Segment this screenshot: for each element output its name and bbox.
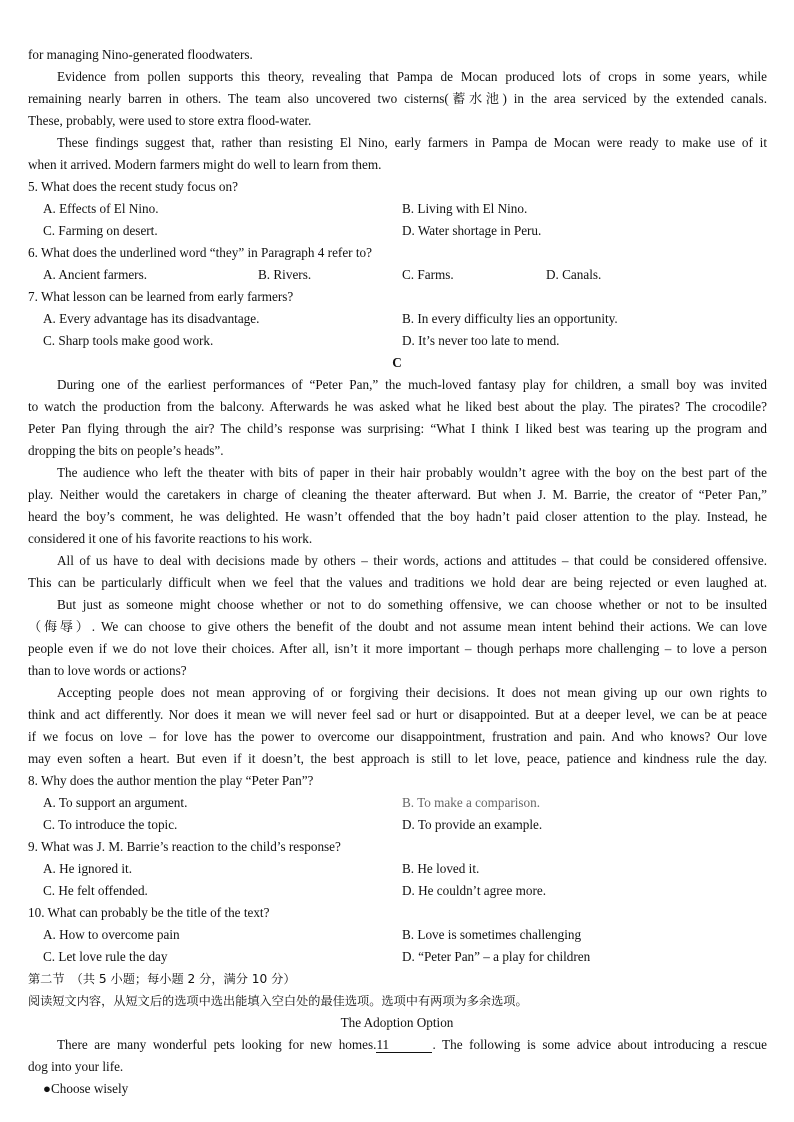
paragraph-text: . The following is some advice about introducing a rescue	[432, 1037, 767, 1052]
question-6-option-a[interactable]: A. Ancient farmers.	[43, 267, 147, 282]
passage-c-line: to watch the production from the balcony. Afterwards he was asked what he liked best about the play. The pirates? The crocodile?	[28, 399, 767, 414]
passage-c-line: think and act differently. Nor does it mean we will never feel sad or hurt or disappointed. But at a deeper level, we can be at peace	[28, 707, 767, 722]
question-6-option-d[interactable]: D. Canals.	[546, 267, 602, 282]
question-6-stem: 6. What does the underlined word “they” in Paragraph 4 refer to?	[28, 245, 372, 260]
question-10-option-a[interactable]: A. How to overcome pain	[43, 927, 180, 942]
question-9-stem: 9. What was J. M. Barrie’s reaction to the child’s response?	[28, 839, 341, 854]
question-9-option-a[interactable]: A. He ignored it.	[43, 861, 132, 876]
question-9-option-d[interactable]: D. He couldn’t agree more.	[402, 883, 547, 898]
question-7-option-a[interactable]: A. Every advantage has its disadvantage.	[43, 311, 260, 326]
question-10-option-c[interactable]: C. Let love rule the day	[43, 949, 168, 964]
question-10-option-b[interactable]: B. Love is sometimes challenging	[402, 927, 582, 942]
section-2-header: 第二节 （共 5 小题；每小题 2 分，满分 10 分）	[28, 972, 296, 986]
passage-c-line: people even if we do not love their choices. After all, isn’t it more important – though perhaps more challenging – to love a person	[28, 641, 767, 656]
blank-11[interactable]: 11	[376, 1038, 432, 1053]
passage-b-line: These, probably, were used to store extra flood-water.	[28, 113, 312, 128]
question-5-option-b[interactable]: B. Living with El Nino.	[402, 201, 528, 216]
passage-c-line: All of us have to deal with decisions made by others – their words, actions and attitudes – that could be considered offensive.	[57, 553, 767, 568]
passage-c-line: if we focus on love – for love has the power to overcome our disappointment, frustration and pain. And who knows? Our love	[28, 729, 767, 744]
question-7-option-d[interactable]: D. It’s never too late to mend.	[402, 333, 560, 348]
passage-c-line: During one of the earliest performances of “Peter Pan,” the much-loved fantasy play for children, a small boy was invited	[57, 377, 767, 392]
passage-c-line: considered it one of his favorite reactions to his work.	[28, 531, 313, 546]
question-8-option-d[interactable]: D. To provide an example.	[402, 817, 543, 832]
passage-b-line: when it arrived. Modern farmers might do well to learn from them.	[28, 157, 382, 172]
question-7-option-b[interactable]: B. In every difficulty lies an opportunity.	[402, 311, 618, 326]
passage-c-line: （侮辱）. We can choose to give others the benefit of the doubt and not assume mean intent behind their actions. We can love	[28, 619, 767, 634]
question-10-option-d[interactable]: D. “Peter Pan” – a play for children	[402, 949, 591, 964]
passage-c-line: But just as someone might choose whether or not to do something offensive, we can choose whether or not to be insulted	[57, 597, 767, 612]
question-10-stem: 10. What can probably be the title of the text?	[28, 905, 270, 920]
question-6-option-c[interactable]: C. Farms.	[402, 267, 454, 282]
passage-c-line: than to love words or actions?	[28, 663, 187, 678]
paragraph-text: There are many wonderful pets looking for new homes.	[57, 1037, 377, 1052]
passage-b-line: for managing Nino-generated floodwaters.	[28, 47, 253, 62]
passage-b-line: Evidence from pollen supports this theory, revealing that Pampa de Mocan produced lots of crops in some years, while	[57, 69, 767, 84]
question-7-stem: 7. What lesson can be learned from early farmers?	[28, 289, 294, 304]
passage-c-line: may even soften a heart. But even if it doesn’t, the best approach is still to let love, peace, patience and kindness rule the day.	[28, 751, 767, 766]
question-7-option-c[interactable]: C. Sharp tools make good work.	[43, 333, 214, 348]
question-8-stem: 8. Why does the author mention the play “Peter Pan”?	[28, 773, 314, 788]
passage-c-line: Accepting people does not mean approving of or forgiving their decisions. It does not mean giving up our own rights to	[57, 685, 767, 700]
passage-b-line: These findings suggest that, rather than resisting El Nino, early farmers in Pampa de Mocan were ready to make use of it	[57, 135, 767, 150]
section-2-paragraph-line	[57, 1034, 767, 1056]
passage-c-line: play. Neither would the caretakers in charge of cleaning the theater afterward. But when J. M. Barrie, the creator of “Peter Pan,”	[28, 487, 767, 502]
question-5-stem: 5. What does the recent study focus on?	[28, 179, 238, 194]
passage-c-line: The audience who left the theater with bits of paper in their hair probably wouldn’t agree with the boy on the best part of the	[57, 465, 767, 480]
question-8-option-a[interactable]: A. To support an argument.	[43, 795, 188, 810]
section-2-instruction: 阅读短文内容，从短文后的选项中选出能填入空白处的最佳选项。选项中有两项为多余选项。	[28, 994, 528, 1008]
question-9-option-c[interactable]: C. He felt offended.	[43, 883, 148, 898]
section-2-title: The Adoption Option	[340, 1015, 454, 1030]
passage-c-line: dropping the bits on people’s heads”.	[28, 443, 224, 458]
passage-c-heading: C	[392, 355, 402, 370]
question-9-option-b[interactable]: B. He loved it.	[402, 861, 480, 876]
passage-b-line: remaining nearly barren in others. The team also uncovered two cisterns(蓄水池) in the area serviced by the extended canals.	[28, 91, 767, 106]
question-8-option-c[interactable]: C. To introduce the topic.	[43, 817, 178, 832]
question-8-option-b[interactable]: B. To make a comparison.	[402, 795, 541, 810]
section-2-bullet: ●Choose wisely	[43, 1081, 129, 1096]
question-6-option-b[interactable]: B. Rivers.	[258, 267, 312, 282]
section-2-paragraph-line: dog into your life.	[28, 1059, 124, 1074]
passage-c-line: Peter Pan flying through the air? The child’s response was surprising: “What I think I liked best was tearing up the program and	[28, 421, 767, 436]
passage-c-line: heard the boy’s comment, he was delighted. He wasn’t offended that the boy hadn’t paid closer attention to the play. Instead, he	[28, 509, 767, 524]
question-5-option-d[interactable]: D. Water shortage in Peru.	[402, 223, 542, 238]
question-5-option-a[interactable]: A. Effects of El Nino.	[43, 201, 159, 216]
question-5-option-c[interactable]: C. Farming on desert.	[43, 223, 158, 238]
passage-c-line: This can be particularly difficult when we feel that the values and traditions we hold dear are being rejected or even laughed at.	[28, 575, 767, 590]
